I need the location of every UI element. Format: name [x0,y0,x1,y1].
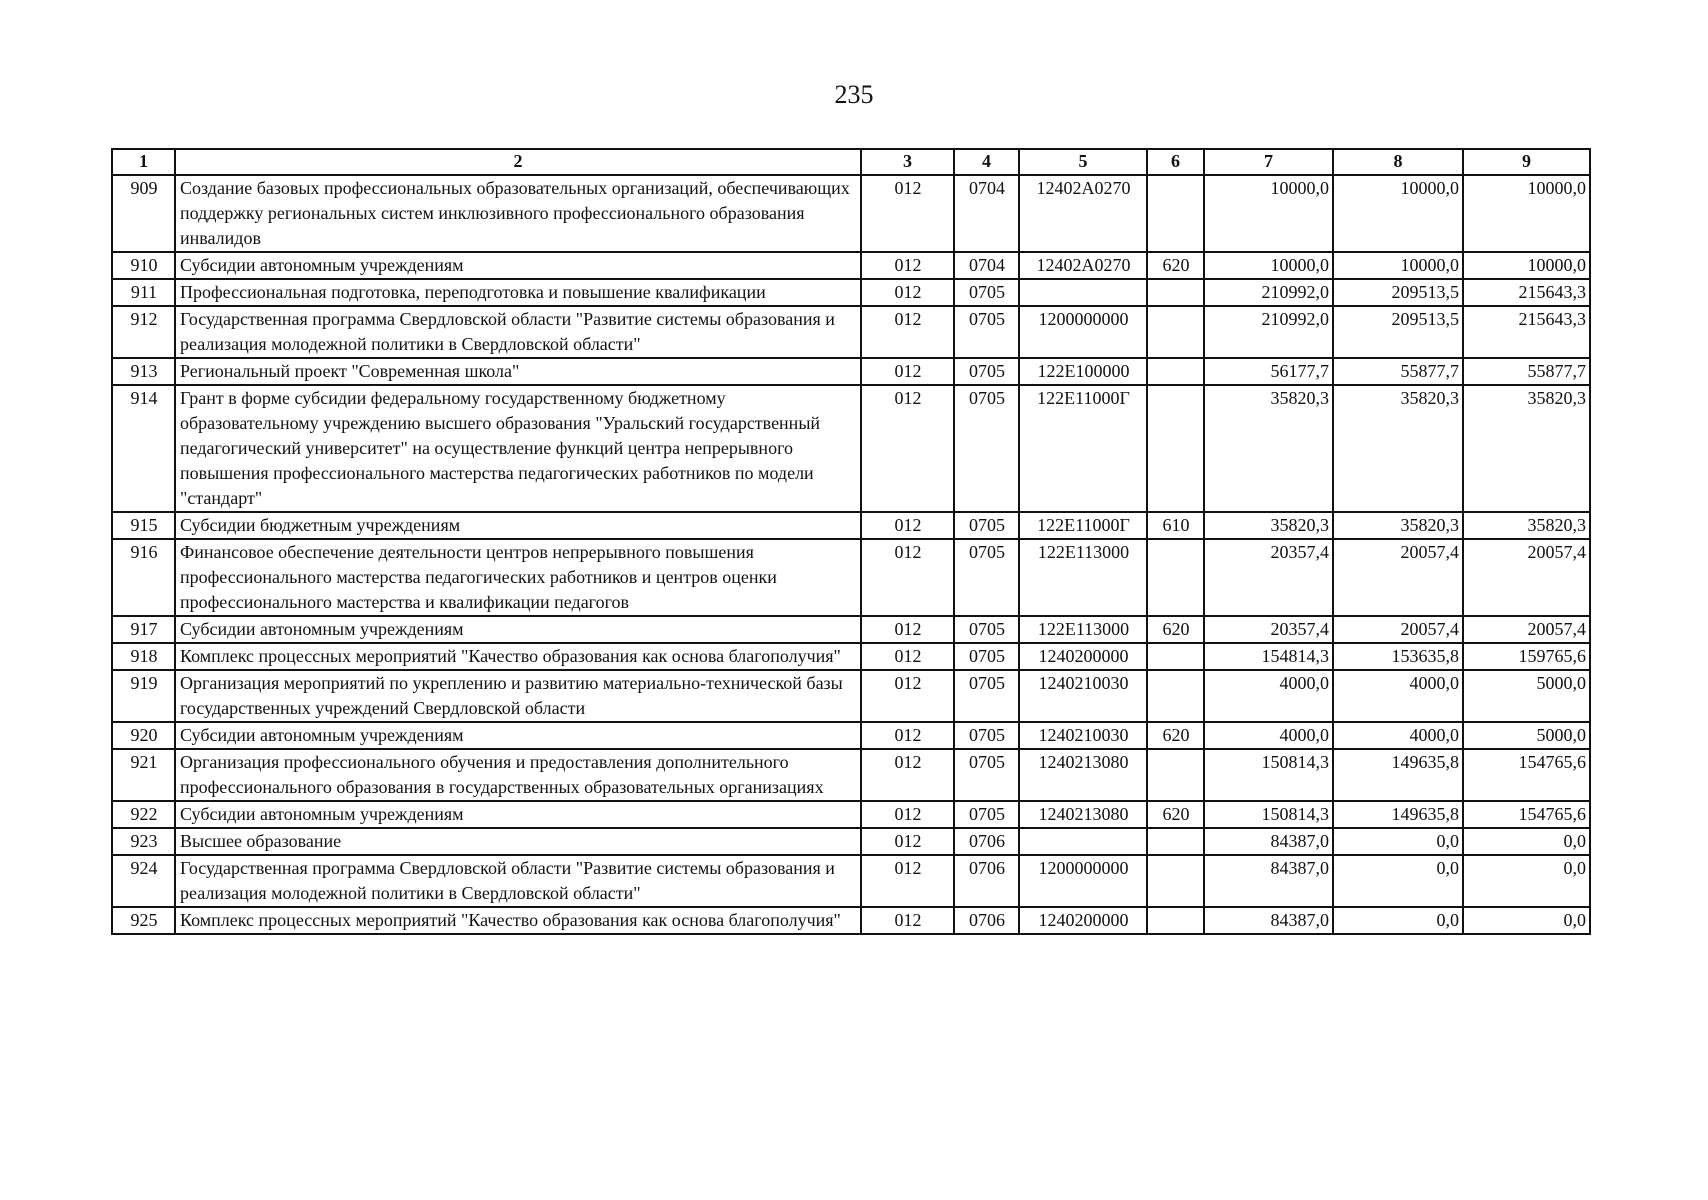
amount-col9-cell: 215643,3 [1463,306,1590,358]
amount-col8-cell: 149635,8 [1333,749,1463,801]
amount-col9-cell: 55877,7 [1463,358,1590,385]
item-name-cell: Грант в форме субсидии федеральному государственному бюджетному образовательному учреждению высшего образования "Уральский государственный педагогический университет" на осуществление функций центра непрерывного повышения профессионального мастерства педагогических работников по модели "стандарт" [175,385,861,512]
row-number-cell: 919 [112,670,175,722]
amount-col9-cell: 10000,0 [1463,252,1590,279]
amount-col9-cell: 159765,6 [1463,643,1590,670]
expense-type-cell [1147,175,1204,252]
row-number-cell: 921 [112,749,175,801]
column-header: 9 [1463,149,1590,175]
table-row [112,643,1590,670]
section-code-cell: 0706 [954,855,1019,907]
amount-col9-cell: 5000,0 [1463,722,1590,749]
expense-type-cell [1147,385,1204,512]
expense-type-cell: 620 [1147,252,1204,279]
expense-type-cell: 620 [1147,722,1204,749]
target-code-cell: 122E11000Г [1019,385,1147,512]
column-header: 1 [112,149,175,175]
amount-col9-cell: 10000,0 [1463,175,1590,252]
expense-type-cell: 620 [1147,616,1204,643]
amount-col7-cell: 210992,0 [1204,279,1333,306]
row-number-cell: 912 [112,306,175,358]
amount-col8-cell: 10000,0 [1333,175,1463,252]
expense-type-cell: 620 [1147,801,1204,828]
target-code-cell: 122E100000 [1019,358,1147,385]
amount-col8-cell: 153635,8 [1333,643,1463,670]
expense-type-cell [1147,670,1204,722]
target-code-cell: 1240210030 [1019,670,1147,722]
section-code-cell: 0706 [954,907,1019,934]
section-code-cell: 0705 [954,279,1019,306]
amount-col7-cell: 210992,0 [1204,306,1333,358]
amount-col8-cell: 10000,0 [1333,252,1463,279]
target-code-cell: 1240210030 [1019,722,1147,749]
target-code-cell: 122E113000 [1019,539,1147,616]
amount-col7-cell: 150814,3 [1204,801,1333,828]
ministry-code-cell: 012 [861,306,954,358]
table-row [112,358,1590,385]
section-code-cell: 0705 [954,670,1019,722]
target-code-cell: 122E11000Г [1019,512,1147,539]
ministry-code-cell: 012 [861,539,954,616]
table-row [112,616,1590,643]
row-number-cell: 915 [112,512,175,539]
target-code-cell: 12402A0270 [1019,175,1147,252]
item-name-cell: Субсидии бюджетным учреждениям [175,512,861,539]
table-row [112,907,1590,934]
amount-col9-cell: 154765,6 [1463,749,1590,801]
row-number-cell: 922 [112,801,175,828]
page-number: 235 [834,80,874,109]
amount-col7-cell: 84387,0 [1204,855,1333,907]
amount-col8-cell: 209513,5 [1333,306,1463,358]
table-row [112,306,1590,358]
expense-type-cell [1147,279,1204,306]
amount-col7-cell: 84387,0 [1204,828,1333,855]
column-header: 4 [954,149,1019,175]
ministry-code-cell: 012 [861,801,954,828]
ministry-code-cell: 012 [861,670,954,722]
row-number-cell: 920 [112,722,175,749]
ministry-code-cell: 012 [861,643,954,670]
ministry-code-cell: 012 [861,907,954,934]
item-name-cell: Профессиональная подготовка, переподготовка и повышение квалификации [175,279,861,306]
ministry-code-cell: 012 [861,279,954,306]
table-row [112,749,1590,801]
table-row [112,175,1590,252]
table-row [112,722,1590,749]
column-header: 5 [1019,149,1147,175]
amount-col8-cell: 0,0 [1333,907,1463,934]
item-name-cell: Региональный проект "Современная школа" [175,358,861,385]
amount-col7-cell: 10000,0 [1204,175,1333,252]
amount-col9-cell: 20057,4 [1463,539,1590,616]
table-row [112,828,1590,855]
amount-col9-cell: 0,0 [1463,828,1590,855]
item-name-cell: Высшее образование [175,828,861,855]
amount-col8-cell: 35820,3 [1333,512,1463,539]
section-code-cell: 0705 [954,801,1019,828]
target-code-cell: 1200000000 [1019,855,1147,907]
row-number-cell: 916 [112,539,175,616]
item-name-cell: Государственная программа Свердловской области "Развитие системы образования и реализация молодежной политики в Свердловской области" [175,855,861,907]
row-number-cell: 909 [112,175,175,252]
target-code-cell: 1240200000 [1019,643,1147,670]
row-number-cell: 917 [112,616,175,643]
column-header: 3 [861,149,954,175]
amount-col8-cell: 4000,0 [1333,722,1463,749]
ministry-code-cell: 012 [861,358,954,385]
section-code-cell: 0704 [954,175,1019,252]
row-number-cell: 914 [112,385,175,512]
expense-type-cell [1147,828,1204,855]
target-code-cell: 1240213080 [1019,749,1147,801]
amount-col8-cell: 55877,7 [1333,358,1463,385]
amount-col9-cell: 20057,4 [1463,616,1590,643]
section-code-cell: 0705 [954,512,1019,539]
amount-col8-cell: 4000,0 [1333,670,1463,722]
target-code-cell: 1200000000 [1019,306,1147,358]
section-code-cell: 0705 [954,358,1019,385]
amount-col8-cell: 0,0 [1333,828,1463,855]
amount-col8-cell: 20057,4 [1333,616,1463,643]
amount-col9-cell: 0,0 [1463,907,1590,934]
header-row [112,149,1590,175]
expense-type-cell [1147,907,1204,934]
amount-col9-cell: 0,0 [1463,855,1590,907]
amount-col8-cell: 35820,3 [1333,385,1463,512]
expense-type-cell: 610 [1147,512,1204,539]
budget-table [111,148,1591,935]
expense-type-cell [1147,855,1204,907]
item-name-cell: Государственная программа Свердловской области "Развитие системы образования и реализация молодежной политики в Свердловской области" [175,306,861,358]
expense-type-cell [1147,749,1204,801]
table-row [112,385,1590,512]
amount-col9-cell: 35820,3 [1463,512,1590,539]
ministry-code-cell: 012 [861,616,954,643]
row-number-cell: 913 [112,358,175,385]
item-name-cell: Субсидии автономным учреждениям [175,801,861,828]
item-name-cell: Организация профессионального обучения и предоставления дополнительного профессионального образования в государственных образовательных организациях [175,749,861,801]
row-number-cell: 924 [112,855,175,907]
amount-col7-cell: 154814,3 [1204,643,1333,670]
table-row [112,539,1590,616]
item-name-cell: Комплекс процессных мероприятий "Качество образования как основа благополучия" [175,907,861,934]
section-code-cell: 0705 [954,616,1019,643]
amount-col9-cell: 215643,3 [1463,279,1590,306]
row-number-cell: 923 [112,828,175,855]
row-number-cell: 910 [112,252,175,279]
column-header: 2 [175,149,861,175]
section-code-cell: 0705 [954,722,1019,749]
ministry-code-cell: 012 [861,512,954,539]
amount-col9-cell: 154765,6 [1463,801,1590,828]
table-row [112,801,1590,828]
item-name-cell: Комплекс процессных мероприятий "Качество образования как основа благополучия" [175,643,861,670]
amount-col7-cell: 20357,4 [1204,616,1333,643]
section-code-cell: 0705 [954,643,1019,670]
expense-type-cell [1147,643,1204,670]
amount-col7-cell: 84387,0 [1204,907,1333,934]
target-code-cell: 12402A0270 [1019,252,1147,279]
ministry-code-cell: 012 [861,855,954,907]
amount-col8-cell: 0,0 [1333,855,1463,907]
item-name-cell: Финансовое обеспечение деятельности центров непрерывного повышения профессионального мастерства педагогических работников и центров оценки профессионального мастерства и квалификации педагогов [175,539,861,616]
ministry-code-cell: 012 [861,722,954,749]
amount-col7-cell: 4000,0 [1204,722,1333,749]
column-header: 7 [1204,149,1333,175]
table-body [112,175,1590,934]
amount-col7-cell: 10000,0 [1204,252,1333,279]
item-name-cell: Создание базовых профессиональных образовательных организаций, обеспечивающих поддержку региональных систем инклюзивного профессионального образования инвалидов [175,175,861,252]
amount-col7-cell: 56177,7 [1204,358,1333,385]
ministry-code-cell: 012 [861,175,954,252]
amount-col9-cell: 5000,0 [1463,670,1590,722]
item-name-cell: Субсидии автономным учреждениям [175,616,861,643]
section-code-cell: 0705 [954,385,1019,512]
amount-col7-cell: 4000,0 [1204,670,1333,722]
expense-type-cell [1147,306,1204,358]
column-header: 8 [1333,149,1463,175]
row-number-cell: 918 [112,643,175,670]
amount-col9-cell: 35820,3 [1463,385,1590,512]
ministry-code-cell: 012 [861,252,954,279]
item-name-cell: Субсидии автономным учреждениям [175,722,861,749]
expense-type-cell [1147,358,1204,385]
section-code-cell: 0705 [954,539,1019,616]
ministry-code-cell: 012 [861,385,954,512]
section-code-cell: 0705 [954,749,1019,801]
row-number-cell: 911 [112,279,175,306]
target-code-cell [1019,828,1147,855]
ministry-code-cell: 012 [861,828,954,855]
ministry-code-cell: 012 [861,749,954,801]
table-row [112,252,1590,279]
table-row [112,855,1590,907]
amount-col7-cell: 20357,4 [1204,539,1333,616]
amount-col8-cell: 20057,4 [1333,539,1463,616]
amount-col7-cell: 35820,3 [1204,385,1333,512]
column-header: 6 [1147,149,1204,175]
table-row [112,279,1590,306]
target-code-cell: 1240200000 [1019,907,1147,934]
amount-col7-cell: 35820,3 [1204,512,1333,539]
table-row [112,512,1590,539]
amount-col7-cell: 150814,3 [1204,749,1333,801]
expense-type-cell [1147,539,1204,616]
target-code-cell: 1240213080 [1019,801,1147,828]
section-code-cell: 0704 [954,252,1019,279]
section-code-cell: 0705 [954,306,1019,358]
table-row [112,670,1590,722]
item-name-cell: Субсидии автономным учреждениям [175,252,861,279]
target-code-cell [1019,279,1147,306]
target-code-cell: 122E113000 [1019,616,1147,643]
amount-col8-cell: 149635,8 [1333,801,1463,828]
item-name-cell: Организация мероприятий по укреплению и развитию материально-технической базы государственных учреждений Свердловской области [175,670,861,722]
section-code-cell: 0706 [954,828,1019,855]
amount-col8-cell: 209513,5 [1333,279,1463,306]
row-number-cell: 925 [112,907,175,934]
